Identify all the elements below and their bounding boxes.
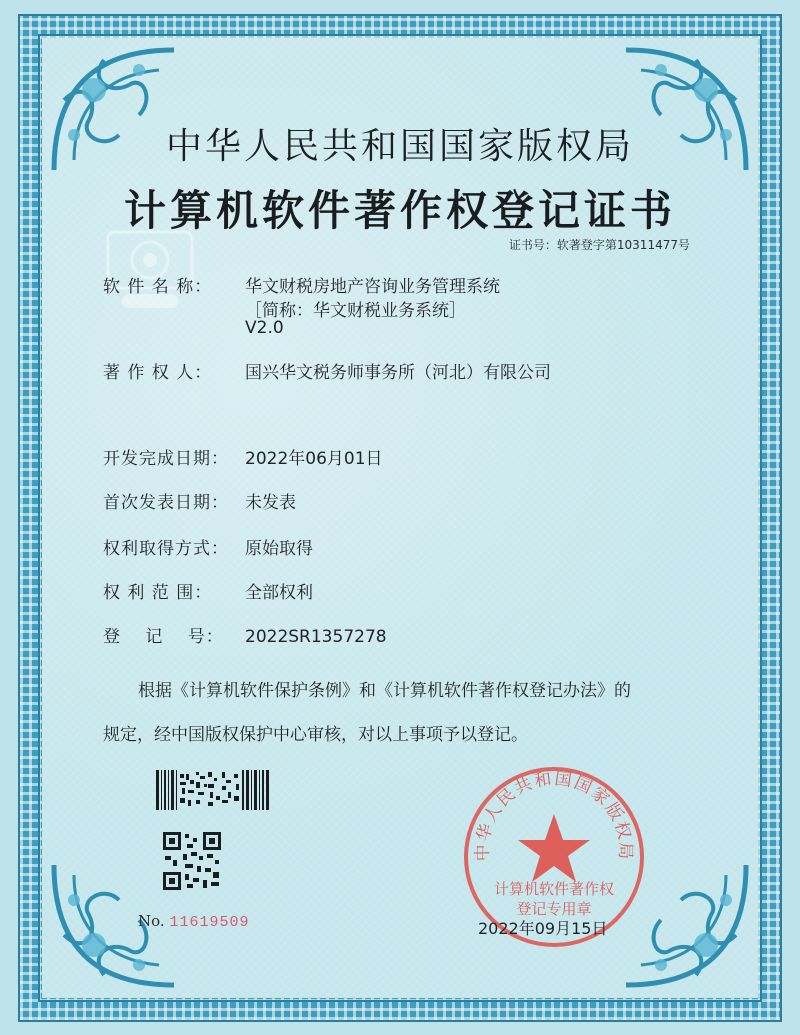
qr-code-icon [163, 832, 221, 890]
acquire-row [103, 534, 313, 559]
software-name-label: 软 件 名 称： [103, 277, 213, 297]
seal-ring-text: 中华人民共和国国家版权局 [472, 769, 636, 862]
first-pub-value: 未发表 [245, 493, 296, 513]
seal-line-1: 计算机软件著作权 [493, 880, 615, 898]
scope-row [103, 578, 313, 603]
certificate-title: 计算机软件著作权登记证书 [123, 186, 676, 235]
scope-label: 权 利 范 围： [103, 583, 213, 603]
dev-date-value: 2022年06月01日 [245, 449, 383, 469]
statement-line-2: 规定，经中国版权保护中心审核，对以上事项予以登记。 [103, 725, 528, 745]
seal-line-2: 登记专用章 [516, 900, 592, 918]
issue-date: 2022年09月15日 [478, 919, 608, 938]
seal-star-icon [518, 814, 590, 882]
reg-no-label: 登 记 号： [103, 627, 224, 647]
serial-prefix: No. [138, 912, 165, 930]
serial-value: 11619509 [169, 914, 250, 931]
scope-value: 全部权利 [245, 583, 313, 603]
certificate-number [509, 236, 690, 253]
reg-no-value: 2022SR1357278 [245, 627, 387, 647]
owner-value: 国兴华文税务师事务所（河北）有限公司 [245, 363, 551, 383]
certificate-number-label: 证书号： [508, 238, 557, 252]
barcode-icon [156, 770, 270, 810]
acquire-value: 原始取得 [245, 539, 313, 559]
issuer-title: 中华人民共和国国家版权局 [165, 126, 634, 167]
software-name-row [103, 272, 500, 297]
certificate-number-value: 软著登字第10311477号 [556, 238, 690, 252]
software-name-value: 华文财税房地产咨询业务管理系统 [245, 277, 500, 297]
software-version: V2.0 [245, 318, 284, 338]
statement-line-1: 根据《计算机软件保护条例》和《计算机软件著作权登记办法》的 [138, 681, 631, 701]
serial-number [138, 912, 249, 931]
reg-no-row [103, 622, 387, 647]
dev-date-label: 开发完成日期： [103, 449, 229, 469]
acquire-label: 权利取得方式： [103, 539, 229, 559]
dev-date-row [103, 444, 383, 469]
watermark-emblem-icon [104, 228, 196, 314]
first-pub-label: 首次发表日期： [103, 493, 229, 513]
first-pub-row [103, 488, 296, 513]
owner-label: 著 作 权 人： [103, 363, 213, 383]
software-short-name: ［简称：华文财税业务系统］ [245, 301, 466, 321]
owner-row [103, 358, 551, 383]
